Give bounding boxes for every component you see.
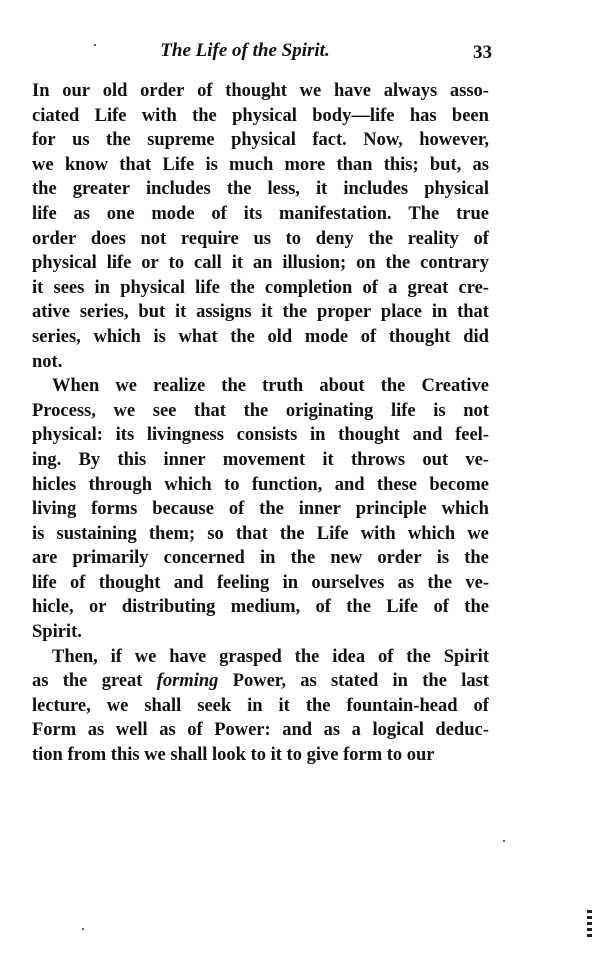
text-line: hicle, or distributing medium, of the Life of the (32, 597, 489, 618)
scan-speck (82, 928, 84, 930)
text-line: When we realize the truth about the Creative (52, 376, 489, 397)
scan-edge-mark (587, 910, 592, 938)
text-line: Spirit. (32, 622, 82, 643)
text-line: is sustaining them; so that the Life with which we (32, 523, 489, 544)
text-line: hicles through which to function, and these become (32, 474, 489, 495)
text-line: ative series, but it assigns it the proper place in that (32, 302, 489, 323)
body-text (32, 79, 489, 768)
text-line: it sees in physical life the completion of a great cre- (32, 277, 489, 298)
paragraph (32, 645, 489, 768)
text-line: physical life or to call it an illusion; on the contrary (32, 253, 489, 274)
text-line: Form as well as of Power: and as a logical deduc- (32, 720, 489, 741)
text-line: order does not require us to deny the reality of (32, 228, 489, 249)
text-line: life as one mode of its manifestation. The true (32, 203, 489, 224)
page-number: 33 (473, 42, 492, 63)
text-line: we know that Life is much more than this; but, as (32, 154, 489, 175)
text-line: as the great forming Power, as stated in the last (32, 671, 489, 692)
text-line: are primarily concerned in the new order is the (32, 548, 489, 569)
text-line: ing. By this inner movement it throws out ve- (32, 449, 489, 470)
text-line: ciated Life with the physical body—life has been (32, 105, 489, 126)
text-line: lecture, we shall seek in it the fountain-head of (32, 695, 489, 716)
text-line: not. (32, 351, 63, 372)
text-line: In our old order of thought we have always asso- (32, 81, 489, 101)
text-line: life of thought and feeling in ourselves as the ve- (32, 572, 489, 593)
text-line: Then, if we have grasped the idea of the Spirit (52, 646, 489, 667)
paragraph (32, 374, 489, 645)
text-line: for us the supreme physical fact. Now, however, (32, 130, 489, 151)
scan-speck (503, 840, 505, 842)
running-header (30, 40, 490, 66)
running-title: The Life of the Spirit. (160, 40, 330, 61)
paragraph (32, 79, 489, 374)
text-line: the greater includes the less, it includes physical (32, 179, 489, 200)
text-line: tion from this we shall look to it to give form to our (32, 745, 435, 766)
text-line: series, which is what the old mode of thought did (32, 326, 489, 347)
text-line: living forms because of the inner principle which (32, 499, 489, 520)
scan-speck (94, 44, 96, 46)
text-line: physical: its livingness consists in thought and feel- (32, 425, 489, 446)
text-line: Process, we see that the originating life is not (32, 400, 489, 421)
